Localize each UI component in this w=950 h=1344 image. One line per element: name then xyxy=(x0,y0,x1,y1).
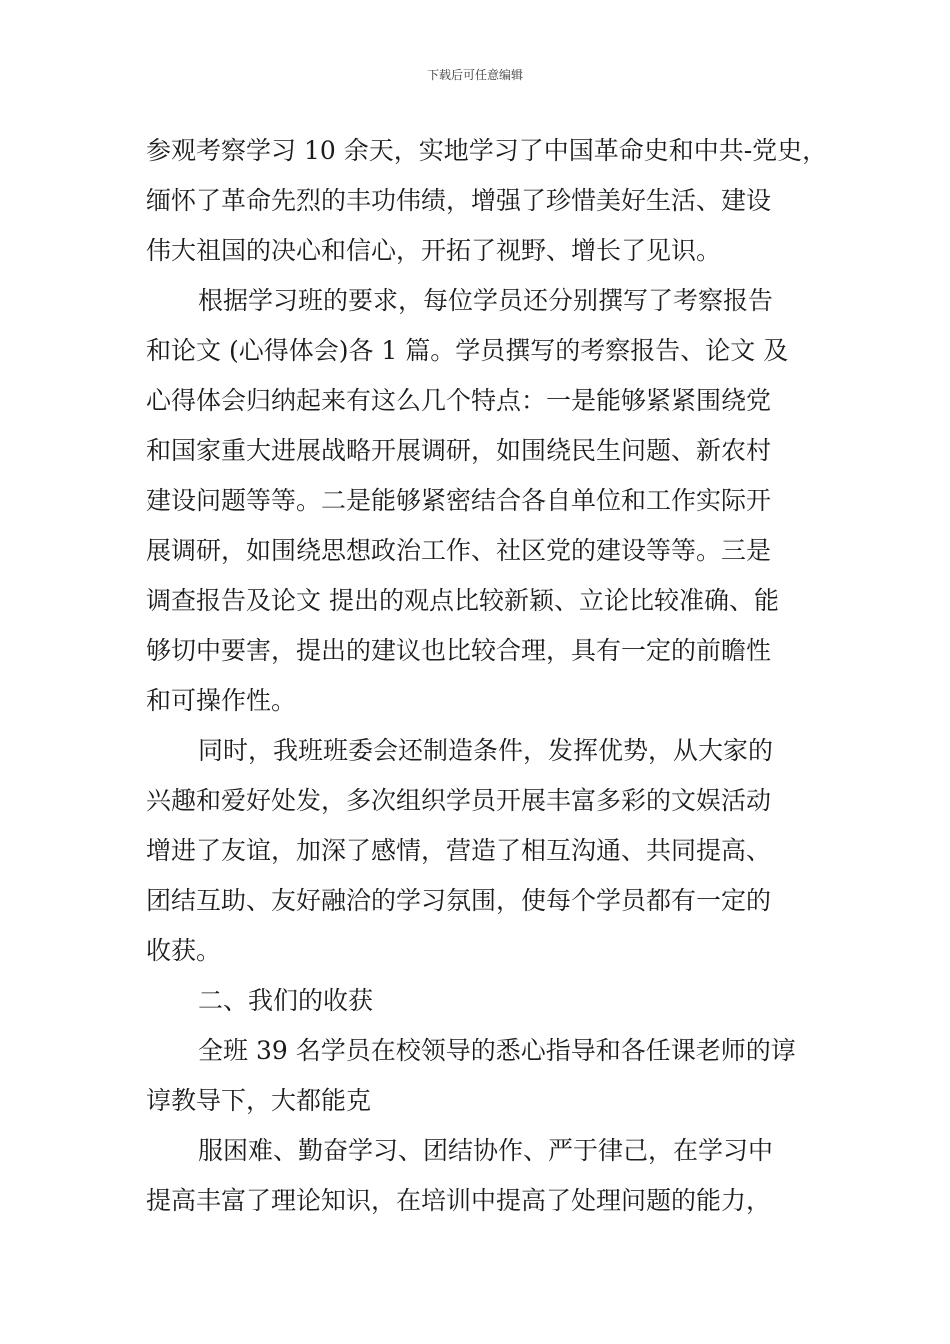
text-line: 增进了友谊，加深了感情，营造了相互沟通、共同提高、 xyxy=(146,836,772,865)
text-line: 建设问题等等。二是能够紧密结合各自单位和工作实际开 xyxy=(146,486,772,515)
text-line: 和国家重大进展战略开展调研，如围绕民生问题、新农村 xyxy=(146,436,772,465)
paragraph-5 xyxy=(146,1126,812,1226)
text-line: 心得体会归纳起来有这么几个特点：一是能够紧紧围绕党 xyxy=(146,386,772,415)
text-line: 缅怀了革命先烈的丰功伟绩，增强了珍惜美好生活、建设 xyxy=(146,186,772,215)
section-heading xyxy=(146,976,812,1026)
text-line: 伟大祖国的决心和信心，开拓了视野、增长了见识。 xyxy=(146,236,722,265)
text-line: 团结互助、友好融洽的学习氛围，使每个学员都有一定的 xyxy=(146,886,772,915)
text-line: 提高丰富了理论知识，在培训中提高了处理问题的能力， xyxy=(146,1186,772,1215)
text-line: 展调研，如围绕思想政治工作、社区党的建设等等。三是 xyxy=(146,536,772,565)
text-line: 参观考察学习 10 余天，实地学习了中国革命史和中共-党史， xyxy=(146,136,828,165)
paragraph-1 xyxy=(146,126,828,276)
text-line: 兴趣和爱好处发，多次组织学员开展丰富多彩的文娱活动 xyxy=(146,786,772,815)
document-body xyxy=(146,126,828,1226)
text-line: 和可操作性。 xyxy=(146,686,297,715)
text-line: 收获。 xyxy=(146,936,222,965)
text-line: 调查报告及论文 提出的观点比较新颖、立论比较准确、能 xyxy=(146,586,779,615)
paragraph-4 xyxy=(146,1026,812,1126)
text-line: 服困难、勤奋学习、团结协作、严于律己，在学习中 xyxy=(198,1136,774,1165)
text-line: 全班 39 名学员在校领导的悉心指导和各任课老师的谆 xyxy=(198,1036,796,1065)
text-line: 根据学习班的要求，每位学员还分别撰写了考察报告 xyxy=(198,286,774,315)
text-line: 够切中要害，提出的建议也比较合理，具有一定的前瞻性 xyxy=(146,636,772,665)
text-line: 和论文 (心得体会)各 1 篇。学员撰写的考察报告、论文 及 xyxy=(146,336,789,365)
page-header-note: 下载后可任意编辑 xyxy=(426,68,523,82)
paragraph-3 xyxy=(146,726,812,976)
text-line: 二、我们的收获 xyxy=(198,986,374,1015)
text-line: 同时，我班班委会还制造条件，发挥优势，从大家的 xyxy=(198,736,774,765)
paragraph-2 xyxy=(146,276,812,726)
text-line: 谆教导下，大都能克 xyxy=(146,1086,372,1115)
